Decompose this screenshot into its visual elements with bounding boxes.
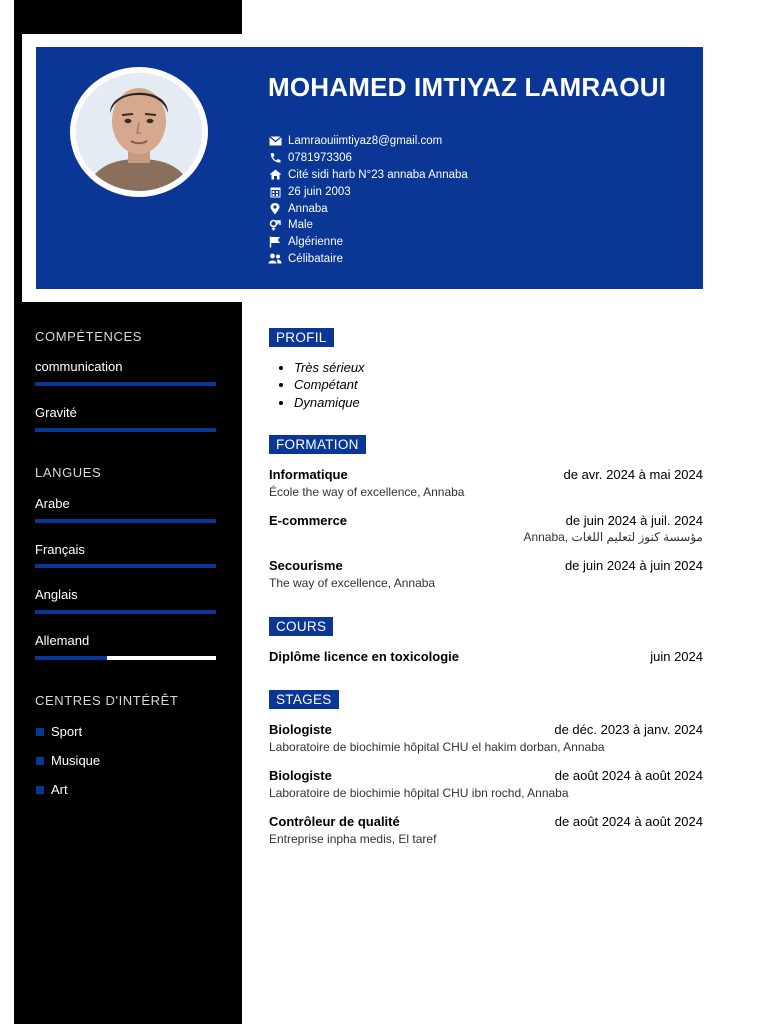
stage-entry-title: Contrôleur de qualité [269,814,400,829]
square-bullet-icon [36,757,44,765]
stage-entry-title: Biologiste [269,768,332,783]
formation-entry-title: Secourisme [269,558,343,573]
skill-level-fill [35,382,216,386]
cours-entry-title: Diplôme licence en toxicologie [269,649,459,664]
stage-entry-date: de août 2024 à août 2024 [554,814,703,829]
stage-entry-title: Biologiste [269,722,332,737]
language-level-bar [35,564,216,568]
section-title-formation: FORMATION [269,435,366,454]
square-bullet-icon [36,786,44,794]
skill-level-bar [35,428,216,432]
profil-item: • Dynamique [294,394,365,411]
gender-icon [268,219,282,231]
contact-city [268,200,468,217]
cours-entry-date: juin 2024 [650,649,703,664]
contact-marital-status-text: Célibataire [288,252,343,265]
formation-entry-title: E-commerce [269,513,348,528]
language-level-fill [35,656,107,660]
profil-item: • Compétant [294,376,365,393]
formation-entry-date: de juin 2024 à juin 2024 [564,558,703,573]
contact-gender [268,217,468,234]
profil-item: • Très sérieux [294,359,365,376]
section-title-stages: STAGES [269,690,339,709]
language-label: Anglais [35,587,78,602]
stage-entry-subtitle: Laboratoire de biochimie hôpital CHU el hakim dorban, Annaba [269,740,605,754]
person-portrait-icon [76,73,202,191]
contact-list [268,133,468,267]
interest-item [36,782,68,797]
formation-entry-date: de avr. 2024 à mai 2024 [563,467,703,482]
home-icon [268,169,282,181]
flag-icon [268,236,282,248]
stage-entry-date: de déc. 2023 à janv. 2024 [554,722,703,737]
phone-icon [268,152,282,164]
skill-level-bar [35,382,216,386]
stage-entry-date: de août 2024 à août 2024 [554,768,703,783]
stage-entry-subtitle: Entreprise inpha medis, El taref [269,832,437,846]
interest-label: Art [51,782,68,797]
language-level-bar [35,610,216,614]
contact-marital-status [268,251,468,268]
section-title-cours: COURS [269,617,333,636]
interests-title: CENTRES D'INTÉRÊT [35,693,179,708]
contact-nationality [268,234,468,251]
stage-entry-subtitle: Laboratoire de biochimie hôpital CHU ibn rochd, Annaba [269,786,569,800]
interest-label: Musique [51,753,101,768]
formation-entry-subtitle: The way of excellence, Annaba [269,576,436,590]
skill-level-fill [35,428,216,432]
skills-title: COMPÉTENCES [35,329,143,344]
language-level-fill [35,610,216,614]
language-level-bar [35,656,216,660]
avatar [76,73,202,191]
contact-nationality-text: Algérienne [288,236,343,249]
formation-entry-title: Informatique [269,467,348,482]
candidate-name: MOHAMED IMTIYAZ LAMRAOUI [268,72,667,102]
square-bullet-icon [36,728,44,736]
interest-item [36,724,82,739]
language-label: Allemand [35,633,90,648]
language-label: Arabe [35,496,70,511]
formation-entry-date: de juin 2024 à juil. 2024 [565,513,703,528]
interest-label: Sport [51,724,83,739]
skill-label: Gravité [35,405,77,420]
formation-entry-subtitle: École the way of excellence, Annaba [269,485,465,499]
interest-item [36,753,100,768]
language-level-fill [35,519,216,523]
contact-address [268,167,468,184]
language-label: Français [35,542,85,557]
calendar-icon [268,186,282,198]
contact-email-text: Lamraouiimtiyaz8@gmail.com [288,135,443,148]
contact-city-text: Annaba [288,202,328,215]
contact-birthdate [268,183,468,200]
language-level-bar [35,519,216,523]
contact-phone-text: 0781973306 [288,152,352,165]
profil-list [278,359,365,411]
envelope-icon [268,135,282,147]
users-icon [268,253,282,265]
profile-photo [70,67,208,197]
contact-email[interactable] [268,133,468,150]
languages-title: LANGUES [35,465,102,480]
language-level-fill [35,564,216,568]
contact-address-text: Cité sidi harb N°23 annaba Annaba [288,168,468,181]
contact-gender-text: Male [288,219,313,232]
location-pin-icon [268,203,282,215]
skill-label: communication [35,359,123,374]
formation-entry-subtitle: Annaba, مؤسسة كنوز لتعليم اللغات [523,530,703,544]
contact-birthdate-text: 26 juin 2003 [288,185,351,198]
contact-phone[interactable] [268,150,468,167]
section-title-profil: PROFIL [269,328,334,347]
